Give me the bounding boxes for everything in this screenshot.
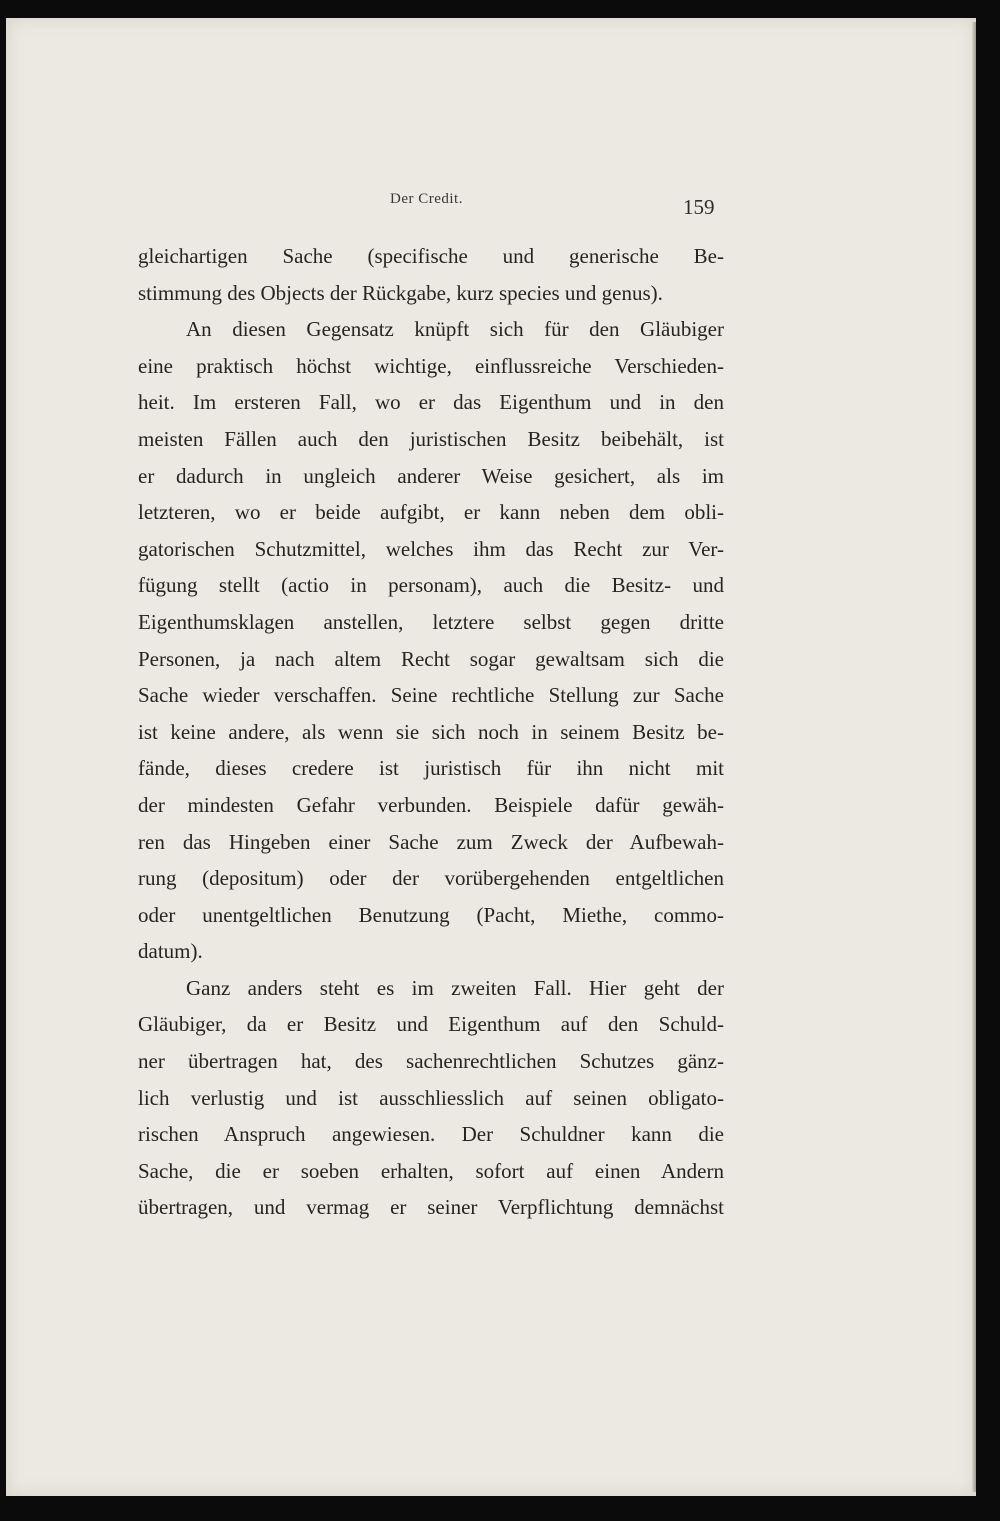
- text-line: datum).: [138, 939, 203, 964]
- text-line: ist keine andere, als wenn sie sich noch in seinem Besitz be-: [138, 719, 724, 744]
- text-line: eine praktisch höchst wichtige, einflussreiche Verschieden-: [138, 353, 724, 378]
- text-line: lich verlustig und ist ausschliesslich auf seinen obligato-: [138, 1085, 724, 1110]
- text-line: gleichartigen Sache (specifische und generische Be-: [138, 244, 724, 268]
- text-line: er dadurch in ungleich anderer Weise gesichert, als im: [138, 463, 724, 488]
- text-line: meisten Fällen auch den juristischen Besitz beibehält, ist: [138, 426, 724, 451]
- text-line: Eigenthumsklagen anstellen, letztere selbst gegen dritte: [138, 609, 724, 634]
- page-number: 159: [683, 195, 715, 219]
- running-title: Der Credit.: [390, 191, 463, 207]
- text-line: Ganz anders steht es im zweiten Fall. Hier geht der: [186, 975, 724, 1000]
- text-line: fände, dieses credere ist juristisch für ihn nicht mit: [138, 756, 724, 781]
- text-line: heit. Im ersteren Fall, wo er das Eigenthum und in den: [138, 390, 724, 415]
- text-line: An diesen Gegensatz knüpft sich für den Gläubiger: [186, 317, 724, 342]
- text-line: Personen, ja nach altem Recht sogar gewaltsam sich die: [138, 646, 724, 671]
- text-line: rischen Anspruch angewiesen. Der Schuldner kann die: [138, 1122, 724, 1147]
- text-line: stimmung des Objects der Rückgabe, kurz species und genus).: [138, 280, 663, 305]
- text-line: oder unentgeltlichen Benutzung (Pacht, Miethe, commo-: [138, 902, 724, 927]
- text-line: Sache wieder verschaffen. Seine rechtliche Stellung zur Sache: [138, 683, 724, 708]
- text-line: übertragen, und vermag er seiner Verpflichtung demnächst: [138, 1195, 724, 1220]
- body-text: [138, 238, 724, 1226]
- text-line: Gläubiger, da er Besitz und Eigenthum auf den Schuld-: [138, 1012, 724, 1037]
- text-line: Sache, die er soeben erhalten, sofort auf einen Andern: [138, 1158, 724, 1183]
- text-line: ren das Hingeben einer Sache zum Zweck der Aufbewah-: [138, 829, 724, 854]
- text-line: rung (depositum) oder der vorübergehenden entgeltlichen: [138, 866, 724, 891]
- text-line: ner übertragen hat, des sachenrechtlichen Schutzes gänz-: [138, 1049, 724, 1074]
- page-edge: [972, 22, 976, 1492]
- text-line: fügung stellt (actio in personam), auch die Besitz- und: [138, 573, 724, 598]
- text-line: gatorischen Schutzmittel, welches ihm das Recht zur Ver-: [138, 536, 724, 561]
- text-line: der mindesten Gefahr verbunden. Beispiele dafür gewäh-: [138, 792, 724, 817]
- text-line: letzteren, wo er beide aufgibt, er kann neben dem obli-: [138, 500, 724, 525]
